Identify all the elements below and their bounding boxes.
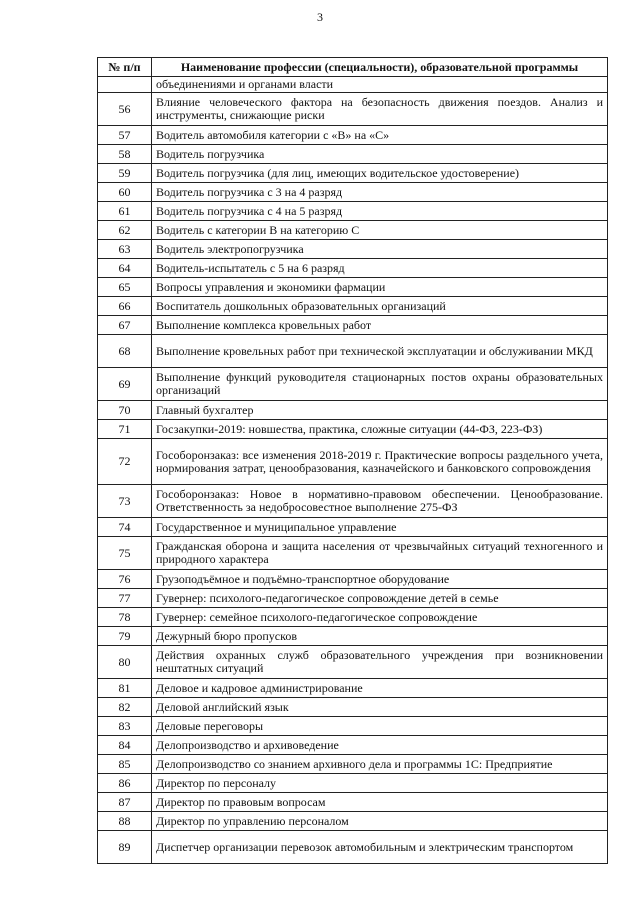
row-name: Директор по управлению персоналом — [152, 812, 608, 831]
row-name: Дежурный бюро пропусков — [152, 627, 608, 646]
row-number: 83 — [98, 717, 152, 736]
row-name: Госзакупки-2019: новшества, практика, сложные ситуации (44-ФЗ, 223-ФЗ) — [152, 420, 608, 439]
professions-table — [97, 57, 608, 864]
table-row — [98, 793, 608, 812]
row-name: Водитель-испытатель с 5 на 6 разряд — [152, 259, 608, 278]
row-number: 66 — [98, 297, 152, 316]
row-name: Деловой английский язык — [152, 698, 608, 717]
table-row — [98, 126, 608, 145]
row-name: Государственное и муниципальное управление — [152, 518, 608, 537]
row-name: Главный бухгалтер — [152, 401, 608, 420]
row-number: 70 — [98, 401, 152, 420]
row-number: 89 — [98, 831, 152, 864]
table-row — [98, 183, 608, 202]
row-name: Гувернер: семейное психолого-педагогическое сопровождение — [152, 608, 608, 627]
row-name: Водитель погрузчика с 4 на 5 разряд — [152, 202, 608, 221]
row-number: 58 — [98, 145, 152, 164]
row-name: Делопроизводство и архивоведение — [152, 736, 608, 755]
row-number: 80 — [98, 646, 152, 679]
row-number: 79 — [98, 627, 152, 646]
table-row — [98, 368, 608, 401]
row-name: Влияние человеческого фактора на безопасность движения поездов. Анализ и инструменты, снижающие риски — [152, 93, 608, 126]
row-number: 75 — [98, 537, 152, 570]
row-number: 57 — [98, 126, 152, 145]
table-row — [98, 627, 608, 646]
page-number: 3 — [317, 10, 323, 24]
table-row — [98, 335, 608, 368]
row-number: 64 — [98, 259, 152, 278]
row-name: Действия охранных служб образовательного учреждения при возникновении нештатных ситуаций — [152, 646, 608, 679]
row-name: Деловые переговоры — [152, 717, 608, 736]
table-row — [98, 717, 608, 736]
table-row — [98, 439, 608, 485]
row-number: 84 — [98, 736, 152, 755]
table-row — [98, 278, 608, 297]
row-number: 60 — [98, 183, 152, 202]
row-name: Деловое и кадровое администрирование — [152, 679, 608, 698]
row-name: Делопроизводство со знанием архивного дела и программы 1С: Предприятие — [152, 755, 608, 774]
table-row — [98, 537, 608, 570]
row-name: Выполнение комплекса кровельных работ — [152, 316, 608, 335]
table-row — [98, 221, 608, 240]
table-row — [98, 679, 608, 698]
row-number: 65 — [98, 278, 152, 297]
row-name: Диспетчер организации перевозок автомобильным и электрическим транспортом — [152, 831, 608, 864]
row-name: Директор по персоналу — [152, 774, 608, 793]
row-name: Гувернер: психолого-педагогическое сопровождение детей в семье — [152, 589, 608, 608]
row-number — [98, 77, 152, 93]
row-name: Водитель погрузчика — [152, 145, 608, 164]
row-number: 69 — [98, 368, 152, 401]
row-name: Водитель погрузчика с 3 на 4 разряд — [152, 183, 608, 202]
row-name: Гособоронзаказ: Новое в нормативно-правовом обеспечении. Ценообразование. Ответственность за недобросовестное выполнение 275-ФЗ — [152, 485, 608, 518]
row-number: 78 — [98, 608, 152, 627]
table-row — [98, 297, 608, 316]
row-number: 77 — [98, 589, 152, 608]
row-number: 76 — [98, 570, 152, 589]
table-row — [98, 736, 608, 755]
table-row — [98, 608, 608, 627]
table-row — [98, 164, 608, 183]
row-name: Гражданская оборона и защита населения от чрезвычайных ситуаций техногенного и природного характера — [152, 537, 608, 570]
table-row — [98, 646, 608, 679]
row-name: Водитель автомобиля категории с «В» на «С» — [152, 126, 608, 145]
header-name: Наименование профессии (специальности), образовательной программы — [152, 58, 608, 77]
row-name: Воспитатель дошкольных образовательных организаций — [152, 297, 608, 316]
table-row — [98, 831, 608, 864]
table-row — [98, 259, 608, 278]
row-name: Гособоронзаказ: все изменения 2018-2019 г. Практические вопросы раздельного учета, нормирования затрат, ценообразования, казначейского и банковского сопровождения — [152, 439, 608, 485]
table-row — [98, 518, 608, 537]
table-row — [98, 420, 608, 439]
row-number: 62 — [98, 221, 152, 240]
table-row — [98, 698, 608, 717]
row-number: 61 — [98, 202, 152, 221]
row-number: 71 — [98, 420, 152, 439]
row-number: 56 — [98, 93, 152, 126]
table-row — [98, 589, 608, 608]
row-number: 81 — [98, 679, 152, 698]
row-number: 87 — [98, 793, 152, 812]
table-row — [98, 755, 608, 774]
row-name: Вопросы управления и экономики фармации — [152, 278, 608, 297]
row-number: 67 — [98, 316, 152, 335]
table-row — [98, 93, 608, 126]
table-row — [98, 240, 608, 259]
table-row — [98, 485, 608, 518]
table-row — [98, 774, 608, 793]
row-name: Выполнение функций руководителя стационарных постов охраны образовательных организаций — [152, 368, 608, 401]
row-number: 68 — [98, 335, 152, 368]
row-name: Водитель погрузчика (для лиц, имеющих водительское удостоверение) — [152, 164, 608, 183]
header-number: № п/п — [98, 58, 152, 77]
table-row — [98, 570, 608, 589]
row-number: 72 — [98, 439, 152, 485]
row-name: Директор по правовым вопросам — [152, 793, 608, 812]
table-row — [98, 401, 608, 420]
row-name: Выполнение кровельных работ при технической эксплуатации и обслуживании МКД — [152, 335, 608, 368]
row-number: 63 — [98, 240, 152, 259]
row-number: 85 — [98, 755, 152, 774]
row-number: 59 — [98, 164, 152, 183]
table-row-continuation — [98, 77, 608, 93]
table-row — [98, 812, 608, 831]
row-name: Водитель с категории В на категорию С — [152, 221, 608, 240]
table-row — [98, 145, 608, 164]
row-number: 73 — [98, 485, 152, 518]
table-row — [98, 316, 608, 335]
row-number: 82 — [98, 698, 152, 717]
row-number: 88 — [98, 812, 152, 831]
row-name: объединениями и органами власти — [152, 77, 608, 93]
row-number: 86 — [98, 774, 152, 793]
table-row — [98, 202, 608, 221]
row-name: Грузоподъёмное и подъёмно-транспортное оборудование — [152, 570, 608, 589]
row-number: 74 — [98, 518, 152, 537]
row-name: Водитель электропогрузчика — [152, 240, 608, 259]
table-header-row — [98, 58, 608, 77]
